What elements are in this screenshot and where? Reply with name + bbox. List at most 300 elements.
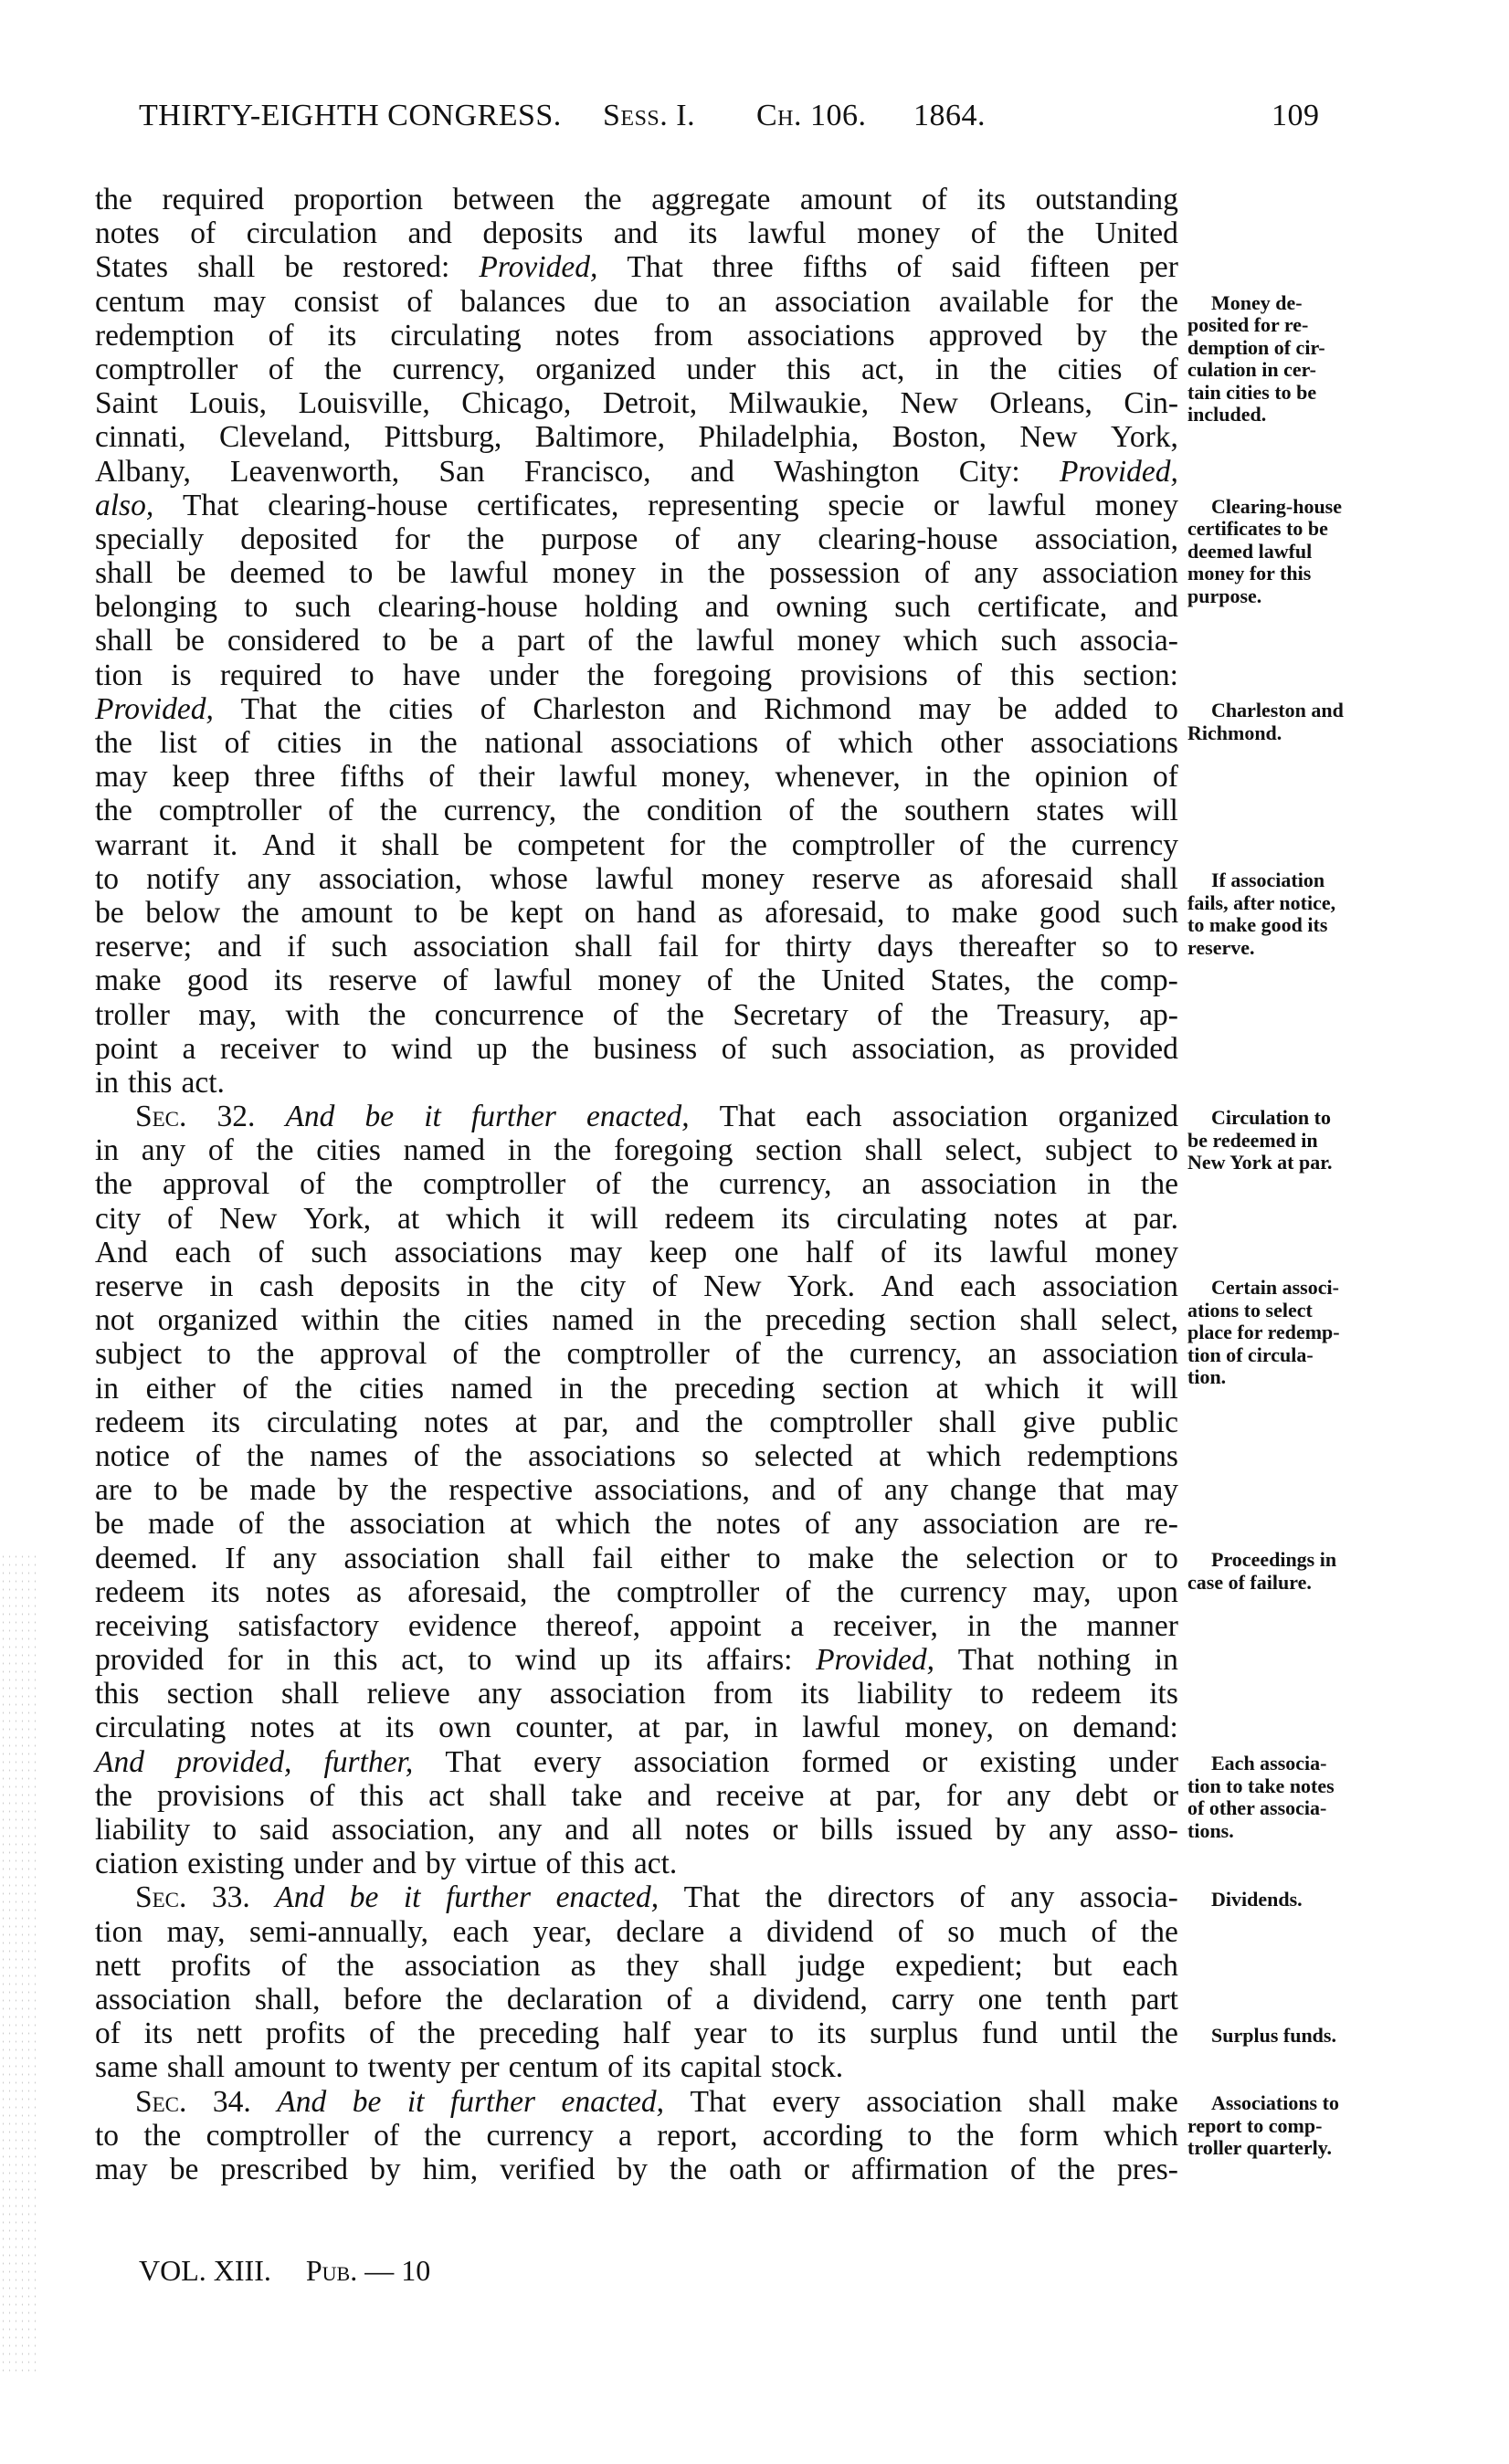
word: 33. (211, 1880, 250, 1915)
word: associations, (594, 1473, 750, 1508)
word: in (95, 1065, 120, 1100)
word: that (1058, 1473, 1104, 1508)
word: the (95, 183, 132, 216)
word: any (736, 521, 782, 556)
word: New (900, 386, 958, 421)
word: the (707, 556, 745, 591)
word: aforesaid, (407, 1574, 528, 1609)
word: existing (979, 1744, 1077, 1779)
word: foregoing (614, 1133, 733, 1168)
word: a (715, 1982, 730, 2016)
word: associa- (1079, 1880, 1178, 1915)
word: shall (574, 930, 633, 964)
word: association (1042, 556, 1178, 591)
word: troller (95, 997, 170, 1032)
word: half (623, 2016, 671, 2051)
word: preceding (765, 1303, 886, 1338)
word: the (257, 1337, 295, 1372)
text-line (95, 2016, 1178, 2050)
margin-note-line: report to comp- (1187, 2113, 1323, 2137)
word: any (247, 861, 291, 896)
word: circulation (246, 216, 377, 251)
word: fifths (340, 760, 405, 795)
word: the (379, 794, 417, 828)
word: and (372, 1847, 417, 1881)
word: the (651, 1167, 690, 1202)
word: such (1000, 624, 1058, 658)
word: in (657, 1303, 681, 1338)
word: to (153, 1473, 178, 1508)
word: to (382, 624, 406, 658)
word: or (1102, 1541, 1128, 1575)
word: change (950, 1473, 1037, 1508)
word: whose (490, 861, 568, 896)
word: or (772, 1813, 798, 1847)
word: approval (320, 1337, 427, 1372)
word: to (468, 1643, 492, 1678)
word: any (854, 1507, 899, 1542)
word: to (349, 556, 374, 591)
word: shall (381, 827, 439, 862)
word: considered (227, 624, 360, 658)
word: to (1154, 1541, 1178, 1575)
word: named (403, 1133, 485, 1168)
word: to (756, 1541, 781, 1575)
word: declaration (506, 1982, 643, 2016)
word: on (584, 895, 616, 930)
word: at (514, 1405, 537, 1439)
word: deposits (482, 216, 584, 251)
word: reserve; (95, 930, 193, 964)
word: whenever, (775, 760, 901, 795)
text-line (95, 1880, 1178, 1914)
word: may (95, 760, 148, 795)
word: pres- (1116, 2152, 1178, 2186)
word: with (285, 997, 341, 1032)
text-line (95, 1202, 1178, 1236)
word: this (580, 1847, 625, 1881)
word: York, (303, 1201, 372, 1236)
word: of (896, 250, 923, 285)
word: the (503, 1337, 542, 1372)
text-line (95, 1643, 1178, 1677)
margin-note (1187, 496, 1407, 608)
word: judge (797, 1948, 866, 1983)
word: an (717, 284, 747, 319)
word: That (719, 1100, 776, 1134)
word: New (219, 1201, 278, 1236)
word: asso- (1115, 1813, 1178, 1847)
word: warrant (95, 827, 189, 862)
word: business (593, 1031, 698, 1066)
word: of (300, 1167, 326, 1202)
word: him, (422, 2152, 479, 2186)
word: per (1139, 250, 1178, 285)
word: section (166, 1677, 254, 1711)
word: comptroller (566, 1337, 710, 1372)
word: shall, (254, 1982, 321, 2016)
italic-word: it (406, 2084, 425, 2119)
word: comptroller (158, 794, 302, 828)
word: notes (554, 318, 620, 353)
margin-note-line: culation in cer- (1187, 358, 1316, 382)
word: keep (172, 760, 230, 795)
italic-word: enacted, (586, 1100, 690, 1134)
word: nothing (1037, 1643, 1132, 1678)
word: make (95, 963, 162, 998)
word: such (311, 1235, 367, 1269)
word: and (704, 590, 750, 625)
word: for (669, 827, 705, 862)
word: one (734, 1235, 779, 1269)
footer-pub: Pub. — 10 (305, 2254, 431, 2287)
margin-note-line: be redeemed in (1187, 1128, 1318, 1152)
word: be (199, 1473, 228, 1508)
word: each (452, 1914, 509, 1949)
word: comp- (1100, 963, 1178, 998)
word: notes (684, 1813, 750, 1847)
word: of (785, 1574, 811, 1609)
word: act, (401, 1643, 445, 1678)
word: shall (197, 250, 256, 285)
word: any (478, 1677, 522, 1711)
word: the (403, 1303, 441, 1338)
word: associa- (1079, 624, 1178, 658)
word: the (609, 1371, 648, 1406)
word: each (959, 1269, 1017, 1303)
text-line (95, 1983, 1178, 2016)
word: the (729, 827, 767, 862)
word: of (674, 521, 701, 556)
italic-word: it (424, 1100, 441, 1134)
word: receiver (220, 1031, 319, 1066)
word: the (417, 2016, 456, 2051)
margin-note-line: ations to select (1187, 1298, 1313, 1322)
word: either (660, 1541, 730, 1575)
word: as (927, 861, 954, 896)
text-line (95, 726, 1178, 760)
word: associations (1030, 726, 1178, 760)
word: of (612, 997, 638, 1032)
word: much (998, 1914, 1067, 1949)
word: of (1152, 352, 1178, 386)
word: the (445, 1982, 483, 2016)
word: at (339, 1711, 362, 1745)
word: point (95, 1031, 158, 1066)
word: the (704, 1303, 743, 1338)
word: association (413, 930, 549, 964)
word: be (428, 624, 459, 658)
margin-note-line: money for this (1187, 562, 1312, 585)
text-line (95, 896, 1178, 930)
word: York. (787, 1269, 856, 1303)
word: And (881, 1269, 934, 1303)
word: take (571, 1778, 623, 1813)
italic-word: further, (323, 1744, 414, 1779)
word: and (690, 454, 735, 489)
word: in (95, 1133, 120, 1168)
word: stock. (771, 2050, 844, 2085)
word: foregoing (652, 658, 773, 692)
word: cities (463, 1303, 529, 1338)
word: or (803, 2152, 829, 2186)
word: this (333, 1643, 378, 1678)
word: of (280, 1948, 307, 1983)
italic-word: further (449, 2084, 535, 2119)
word: it (339, 827, 357, 862)
word: the (554, 1133, 592, 1168)
word: be (175, 624, 205, 658)
word: national (484, 726, 584, 760)
word: money (597, 963, 681, 998)
word: a (728, 1914, 743, 1949)
word: clearing-house (268, 488, 448, 522)
word: from (653, 318, 713, 353)
text-line (95, 420, 1178, 454)
word: of (167, 1201, 194, 1236)
word: in (209, 1269, 234, 1303)
word: are (1082, 1507, 1121, 1542)
word: in (1154, 1643, 1178, 1678)
margin-note-line: reserve. (1187, 935, 1255, 959)
word: Leavenworth, (230, 454, 400, 489)
word: shall (1028, 2084, 1086, 2119)
word: notes (265, 1574, 331, 1609)
word: make (1112, 2084, 1178, 2119)
word: section: (1082, 658, 1178, 692)
word: it. (213, 827, 238, 862)
word: cities (1057, 352, 1123, 386)
word: of (442, 963, 469, 998)
word: certificate, (976, 590, 1108, 625)
text-line (95, 1133, 1178, 1167)
text-line (95, 216, 1178, 250)
word: part (517, 624, 565, 658)
word: in (934, 352, 959, 386)
word: circulating (266, 1405, 398, 1439)
margin-note-line: tion to take notes (1187, 1774, 1335, 1797)
word: the (553, 1574, 591, 1609)
word: in (507, 1133, 532, 1168)
word: to (334, 2050, 359, 2085)
word: association (1042, 1337, 1178, 1372)
word: may, (166, 1914, 226, 1949)
header-year: 1864. (913, 99, 986, 132)
margin-note (1187, 292, 1407, 426)
word: in (660, 556, 684, 591)
word: association (349, 1507, 486, 1542)
word: affirmation (850, 2152, 988, 2186)
word: Richmond (764, 691, 892, 726)
word: aforesaid (980, 861, 1093, 896)
text-line (95, 250, 1178, 284)
word: its (781, 1201, 810, 1236)
word: its (688, 216, 718, 251)
word: thirty (785, 930, 852, 964)
word: concurrence (434, 997, 585, 1032)
italic-word: Provided, (479, 250, 598, 285)
word: of (1009, 2152, 1036, 2186)
word: provisions (800, 658, 928, 692)
word: the (424, 2118, 462, 2153)
word: centum (508, 2050, 599, 2085)
word: lawful (449, 556, 529, 591)
word: as (570, 1948, 596, 1983)
word: selection (966, 1541, 1075, 1575)
word: as (1019, 1031, 1046, 1066)
word: to (206, 1337, 232, 1372)
word: to (1154, 930, 1178, 964)
word: the (1140, 318, 1178, 353)
text-line (95, 794, 1178, 827)
word: restored: (343, 250, 450, 285)
word: semi-annually, (249, 1914, 428, 1949)
word: before (343, 1982, 422, 2016)
word: to (1154, 691, 1178, 726)
margin-note-line: Richmond. (1187, 721, 1282, 744)
word: issued (895, 1813, 973, 1847)
word: deposits (340, 1269, 440, 1303)
word: par, (684, 1711, 731, 1745)
text-line (95, 963, 1178, 997)
word: deemed. (95, 1541, 198, 1575)
word: at (878, 1438, 902, 1473)
word: re- (1144, 1507, 1178, 1542)
word: affairs: (706, 1643, 793, 1678)
word: it (546, 1201, 565, 1236)
word: made (249, 1473, 316, 1508)
word: such (894, 590, 951, 625)
header-session: Sess. I. (603, 99, 696, 132)
word: good (186, 963, 248, 998)
word: association, (851, 1031, 996, 1066)
word: by (1076, 318, 1107, 353)
word: Philadelphia, (698, 420, 860, 455)
word: will (1130, 794, 1178, 828)
word: and (1134, 590, 1178, 625)
word: report, (657, 2118, 738, 2153)
word: to (908, 2118, 933, 2153)
word: every (772, 2084, 840, 2119)
text-line (95, 1100, 1178, 1133)
word: cities (316, 1133, 381, 1168)
word: of (328, 794, 354, 828)
word: said (951, 250, 1001, 285)
margin-note-line: tions. (1187, 1818, 1234, 1842)
word: year (693, 2016, 747, 2051)
word: it (1086, 1371, 1104, 1406)
text-line (95, 624, 1178, 658)
margin-note-line: Proceedings in (1211, 1548, 1337, 1571)
word: Cin- (1124, 386, 1178, 421)
margin-note-line: Each associa- (1211, 1752, 1327, 1775)
margin-note-line: Surplus funds. (1211, 2023, 1336, 2047)
word: Secretary (733, 997, 849, 1032)
word: in (559, 1371, 584, 1406)
text-line (95, 930, 1178, 963)
word: the (95, 1167, 132, 1202)
word: specie (828, 488, 905, 522)
word: amount (234, 2050, 326, 2085)
word: its (143, 2016, 174, 2051)
word: southern (904, 794, 1010, 828)
word: money, (661, 760, 751, 795)
word: belonging (95, 590, 217, 625)
italic-word: also, (95, 488, 154, 522)
page-footer (139, 2254, 458, 2288)
word: the (1141, 284, 1178, 319)
word: Saint (95, 386, 158, 421)
word: association (923, 1507, 1060, 1542)
word: below (145, 895, 221, 930)
word: approval (162, 1167, 270, 1202)
header-title: THIRTY-EIGHTH CONGRESS. (139, 99, 562, 132)
word: be (459, 895, 489, 930)
word: shall (1019, 1303, 1078, 1338)
word: association (866, 2084, 1003, 2119)
word: which (446, 1201, 522, 1236)
text-line (95, 692, 1178, 726)
word: Louis, (189, 386, 268, 421)
word: nett (195, 2016, 243, 2051)
word: this (128, 1065, 173, 1100)
word: is (171, 658, 192, 692)
word: make (951, 895, 1018, 930)
word: kept (510, 895, 564, 930)
word: to (770, 2016, 795, 2051)
margin-note-line: troller quarterly. (1187, 2136, 1333, 2160)
word: act, (860, 352, 905, 386)
word: an (861, 1167, 892, 1202)
word: added (1054, 691, 1128, 726)
word: And (95, 1235, 148, 1269)
word: to (343, 1031, 367, 1066)
word: lawful (559, 760, 638, 795)
text-line (95, 1236, 1178, 1269)
word: comptroller (769, 1405, 913, 1439)
word: the (786, 1337, 824, 1372)
italic-word: And (95, 1744, 144, 1779)
word: the (464, 1438, 502, 1473)
word: circulating (390, 318, 522, 353)
word: lawful (696, 624, 775, 658)
word: notes (993, 1201, 1059, 1236)
word: which (838, 726, 913, 760)
word: directors (827, 1880, 935, 1915)
word: owning (776, 590, 868, 625)
word: the (532, 1031, 569, 1066)
word: said (259, 1813, 309, 1847)
word: tion (95, 1914, 143, 1949)
word: dividend (766, 1914, 874, 1949)
word: list (159, 726, 197, 760)
word: of (785, 726, 811, 760)
word: which (1103, 2118, 1178, 2153)
word: its (800, 1677, 830, 1711)
word: of (721, 1031, 747, 1066)
word: other (940, 726, 1004, 760)
word: the (666, 997, 704, 1032)
word: association (775, 284, 912, 319)
word: such (771, 1031, 828, 1066)
word: 32. (216, 1100, 256, 1134)
word: of (369, 2016, 395, 2051)
word: such (331, 930, 388, 964)
word: existing (187, 1847, 285, 1881)
word: comptroller (95, 352, 238, 386)
word: the (467, 521, 505, 556)
word: at (1084, 1201, 1107, 1236)
